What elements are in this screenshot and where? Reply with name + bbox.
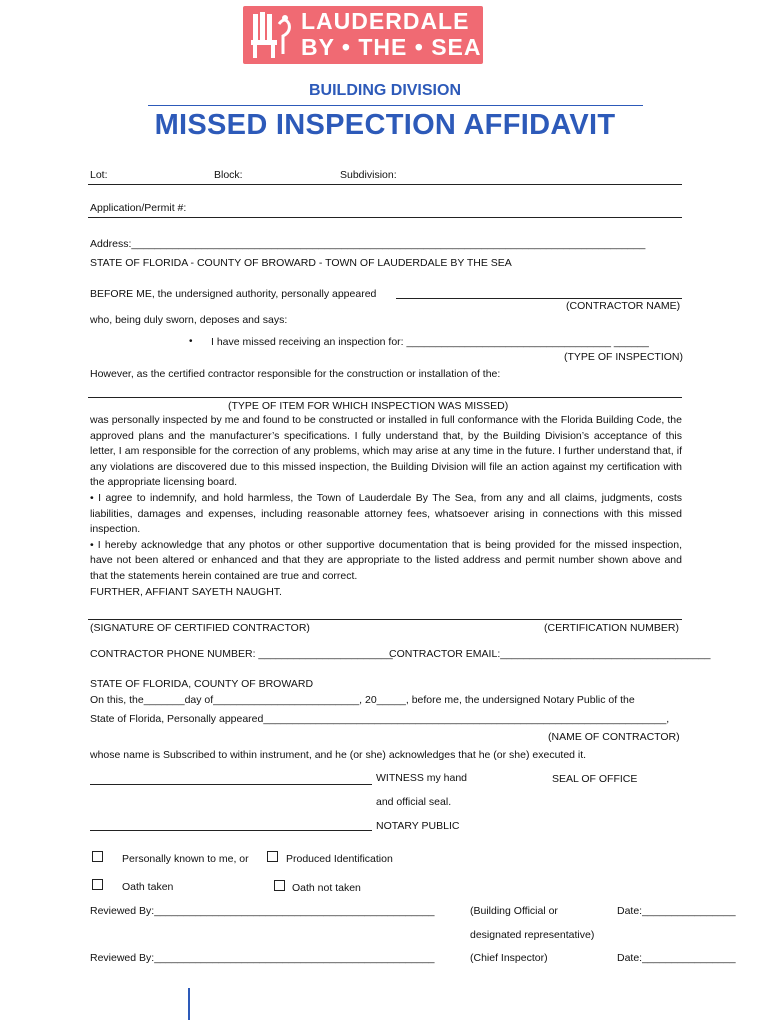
contractor-name-line[interactable] (396, 298, 682, 299)
acknowledge-paragraph: • I hereby acknowledge that any photos or other supportive documentation that is being provided for the missed inspection, have not been altered or enhanced and that they are appropriate to the listed address and permit number shown above and that the statements herein contained are true and correct. (90, 538, 682, 582)
type-of-item-label: (TYPE OF ITEM FOR WHICH INSPECTION WAS MISSED) (228, 400, 509, 412)
whose-name-text: whose name is Subscribed to within instrument, and he (or she) acknowledges that he (or she) executed it. (90, 749, 587, 761)
text-cursor-icon (188, 988, 190, 1020)
known-label: Personally known to me, or (122, 853, 249, 865)
affidavit-body (90, 413, 682, 600)
certification-label: (CERTIFICATION NUMBER) (544, 622, 679, 634)
sworn-text: who, being duly sworn, deposes and says: (90, 314, 288, 326)
oath-not-taken-checkbox[interactable] (274, 880, 285, 891)
reviewed-by-field-1[interactable]: Reviewed By:________________________________________________ (90, 905, 435, 917)
logo-line-1: LAUDERDALE (301, 8, 470, 34)
notary-state-of[interactable]: State of Florida, Personally appeared_____________________________________________________________________, (90, 713, 670, 725)
date-field-1[interactable]: Date:________________ (617, 905, 736, 917)
state-county-town: STATE OF FLORIDA - COUNTY OF BROWARD - TOWN OF LAUDERDALE BY THE SEA (90, 257, 512, 269)
division-title: BUILDING DIVISION (308, 82, 461, 99)
seal-of-office-label: SEAL OF OFFICE (552, 773, 638, 785)
oath-not-taken-label: Oath not taken (292, 882, 361, 894)
bullet-icon: • (189, 336, 193, 347)
page-title: MISSED INSPECTION AFFIDAVIT (154, 109, 616, 141)
missed-inspection-line[interactable]: I have missed receiving an inspection for: ___________________________________ ______ (211, 336, 649, 348)
however-text: However, as the certified contractor responsible for the construction or installation of the: (90, 368, 501, 380)
reviewed-by-field-2[interactable]: Reviewed By:________________________________________________ (90, 952, 435, 964)
name-of-contractor-label: (NAME OF CONTRACTOR) (548, 731, 680, 743)
permit-line[interactable] (88, 217, 682, 218)
permit-label: Application/Permit #: (90, 202, 187, 214)
further-affiant-text: FURTHER, AFFIANT SAYETH NAUGHT. (90, 585, 282, 598)
division-rule (148, 105, 643, 106)
address-field[interactable]: Address:________________________________________________________________________________________ (90, 238, 646, 250)
witness-line[interactable] (90, 784, 372, 785)
adirondack-chair-flamingo-icon (249, 10, 293, 60)
block-label: Block: (214, 169, 243, 181)
notary-state: STATE OF FLORIDA, COUNTY OF BROWARD (90, 678, 314, 690)
before-me-text: BEFORE ME, the undersigned authority, personally appeared (90, 288, 377, 300)
produced-id-checkbox[interactable] (267, 851, 278, 862)
witness-label: WITNESS my hand (376, 772, 468, 784)
produced-id-label: Produced Identification (286, 853, 393, 865)
logo-wordmark (301, 8, 482, 60)
designated-rep-label: designated representative) (470, 929, 595, 941)
logo-line-2: BY • THE • SEA (301, 34, 482, 60)
lot-line[interactable] (88, 184, 682, 185)
known-checkbox[interactable] (92, 851, 103, 862)
type-of-inspection-label: (TYPE OF INSPECTION) (564, 351, 684, 363)
official-seal-label: and official seal. (376, 796, 452, 808)
contractor-phone-field[interactable]: CONTRACTOR PHONE NUMBER: _______________________ (90, 648, 393, 660)
indemnify-paragraph: • I agree to indemnify, and hold harmless, the Town of Lauderdale By The Sea, from any and all claims, judgments, costs liabilities, damages and expenses, including reasonable attorney fees, whatsoever arising in connections with this missed inspection. (90, 491, 682, 536)
lot-label: Lot: (90, 169, 108, 181)
signature-label: (SIGNATURE OF CERTIFIED CONTRACTOR) (90, 622, 310, 634)
building-official-label: (Building Official or (470, 905, 558, 917)
notary-on-this[interactable]: On this, the_______day of_________________________, 20_____, before me, the undersigned Notary Public of the (90, 694, 635, 706)
notary-public-label: NOTARY PUBLIC (376, 820, 460, 832)
oath-taken-checkbox[interactable] (92, 879, 103, 890)
conformance-paragraph: was personally inspected by me and found to be constructed or installed in full conformance with the Florida Building Code, the approved plans and the manufacturer’s specifications. I fully understand that, by the Building Division’s acceptance of this letter, I am responsible for the correction of any problems, which may arise at any time in the future. I further understand that, if any violations are discovered due to this missed inspection, the Building Division will file an action against my certification with the appropriate licensing board. (90, 414, 682, 489)
date-field-2[interactable]: Date:________________ (617, 952, 736, 964)
subdivision-label: Subdivision: (340, 169, 397, 181)
contractor-email-field[interactable]: CONTRACTOR EMAIL:____________________________________ (389, 648, 711, 660)
notary-line[interactable] (90, 830, 372, 831)
oath-taken-label: Oath taken (122, 881, 174, 893)
town-logo (243, 6, 483, 64)
type-of-item-line[interactable] (88, 397, 682, 398)
chief-inspector-label: (Chief Inspector) (470, 952, 548, 964)
contractor-name-label: (CONTRACTOR NAME) (566, 300, 681, 312)
signature-line[interactable] (88, 619, 682, 620)
